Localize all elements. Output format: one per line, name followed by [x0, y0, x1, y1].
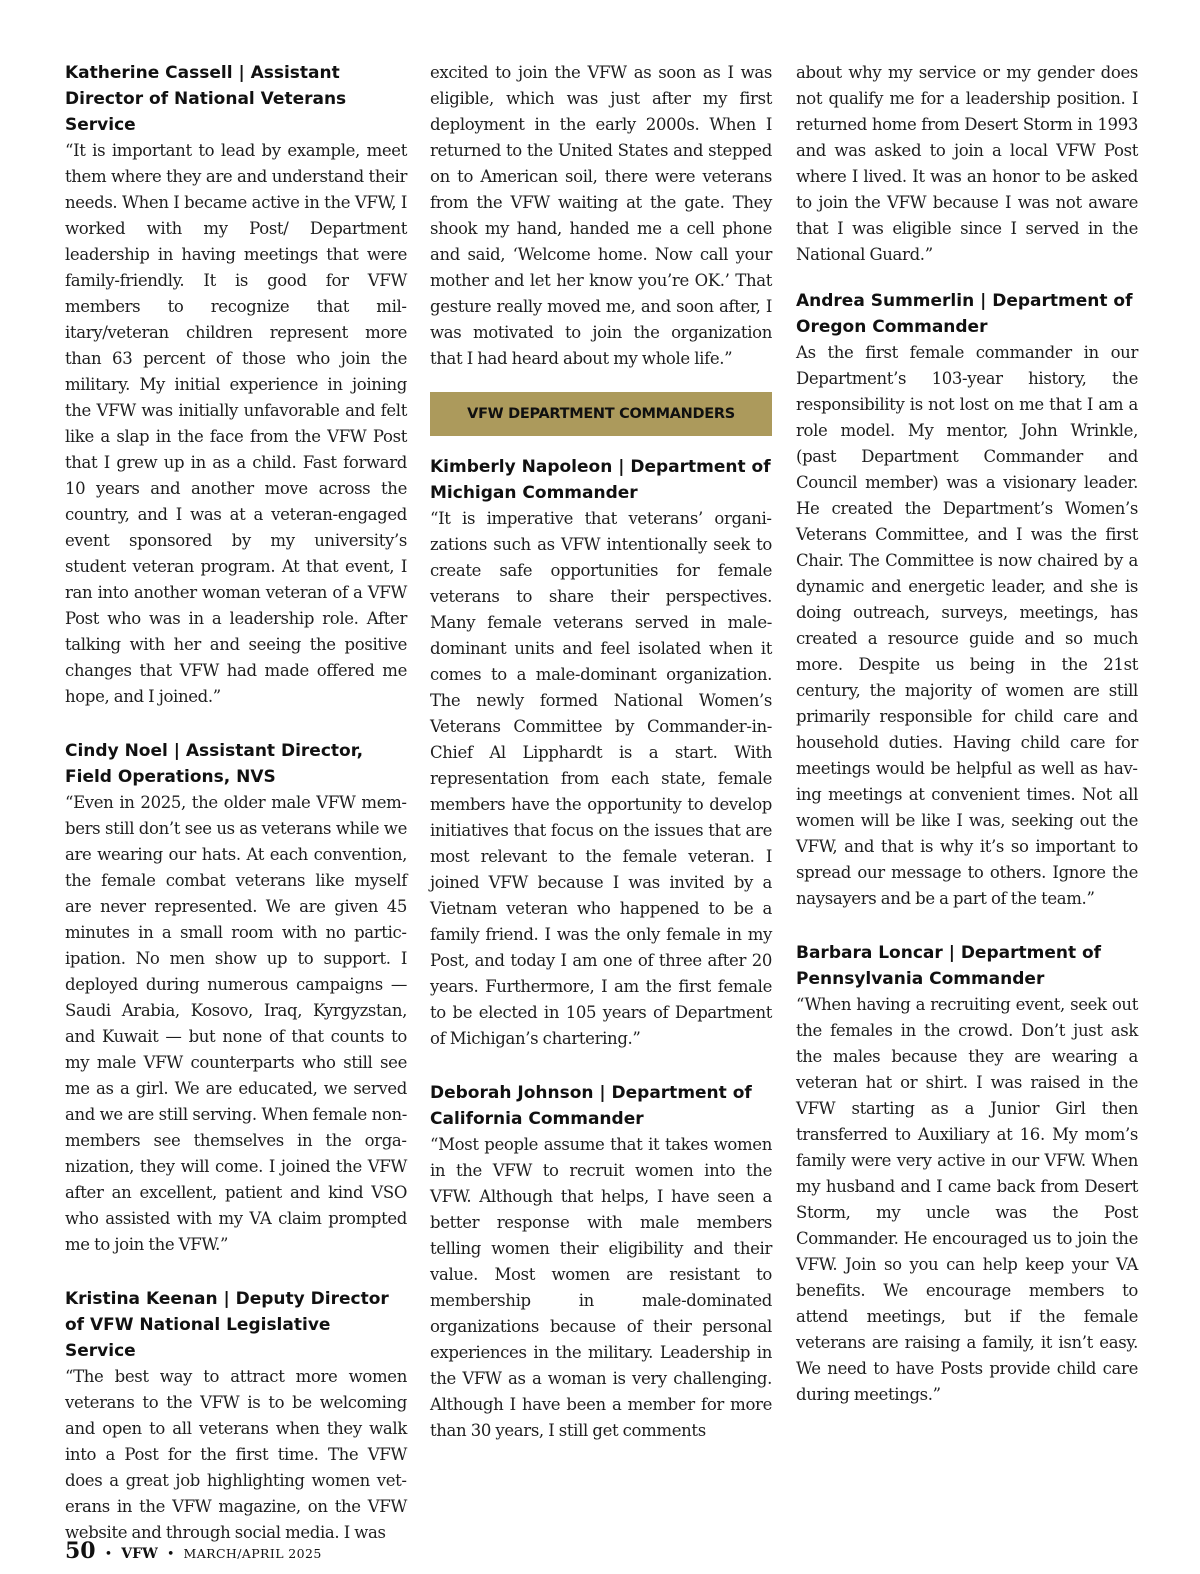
entry-kimberly-napoleon [430, 454, 772, 1052]
continued-text: about why my service or my gender does not qualify me for a leadership position. I returned home from Desert Storm in 1993 and was asked to join a local VFW Post where I lived. It was an honor to be asked to join the VFW because I was not aware that I was eligible since I served in the National Guard.” [796, 63, 1138, 264]
entry-quote: “It is imperative that veterans’ organizations such as VFW intentionally seek to create safe opportunities for female veterans to share their perspectives. Many female veterans served in male-dominant units and feel isolated when it comes to a male-dominant organization. The newly formed National Women’s Veterans Committee by Commander-in-Chief Al Lipphardt is a start. With representation from each state, female members have the opportunity to develop initiatives that focus on the issues that are most relevant to the female veteran. I joined VFW because I was invited by a Vietnam veteran who happened to be a family friend. I was the only female in my Post, and today I am one of three after 20 years. Furthermore, I am the first female to be elected in 105 years of Department of Michigan’s chartering.” [430, 509, 772, 1048]
entry-quote: “The best way to attract more women veterans to the VFW is to be welcoming and open to all veterans when they walk into a Post for the first time. The VFW does a great job highlighting women veterans in the VFW magazine, on the VFW website and through social media. I was [65, 1367, 407, 1542]
entry-quote: “It is important to lead by example, meet them where they are and understand their needs. When I became active in the VFW, I worked with my Post/ Department leadership in having meetings that were family-friendly. It is good for VFW members to recognize that military/veteran children represent more than 63 percent of those who join the military. My initial experience in joining the VFW was initially unfavorable and felt like a slap in the face from the VFW Post that I grew up in as a child. Fast forward 10 years and another move across the country, and I was at a veteran-engaged event sponsored by my university’s student veteran program. At that event, I ran into another woman veteran of a VFW Post who was in a leadership role. After talking with her and seeing the positive changes that VFW had made offered me hope, and I joined.” [65, 141, 407, 706]
column-3 [796, 60, 1138, 1436]
entry-deborah-johnson [430, 1080, 772, 1444]
entry-barbara-loncar [796, 940, 1138, 1408]
entry-name: Katherine Cassell | Assistant Director of National Veterans Service [65, 63, 347, 135]
entry-quote: “When having a recruiting event, seek out the females in the crowd. Don’t just ask the males because they are wearing a veteran hat or shirt. I was raised in the VFW starting as a Junior Girl then transferred to Auxiliary at 16. My mom’s family were very active in our VFW. When my husband and I came back from Desert Storm, my uncle was the Post Commander. He encouraged us to join the VFW. Join so you can help keep your VA benefits. We encourage members to attend meetings, but if the female veterans are raising a family, it isn’t easy. We need to have Posts provide child care during meetings.” [796, 995, 1138, 1404]
entry-quote: “Even in 2025, the older male VFW members still don’t see us as veterans while we are wearing our hats. At each convention, the female combat veterans like myself are never represented. We are given 45 minutes in a small room with no participation. No men show up to support. I deployed during numerous campaigns — Saudi Arabia, Kosovo, Iraq, Kyrgyzstan, and Kuwait — but none of that counts to my male VFW counterparts who still see me as a girl. We are educated, we served and we are still serving. When female non-members see themselves in the organization, they will come. I joined the VFW after an excellent, patient and kind VSO who assisted with my VA claim prompted me to join the VFW.” [65, 793, 407, 1254]
entry-cindy-noel [65, 738, 407, 1258]
entry-name: Kimberly Napoleon | Department of Michigan Commander [430, 457, 771, 503]
entry-name: Deborah Johnson | Department of California Commander [430, 1083, 752, 1129]
entry-kristina-keenan [65, 1286, 407, 1546]
entry-name: Andrea Summerlin | Department of Oregon Commander [796, 291, 1133, 337]
entry-katherine-cassell [65, 60, 407, 710]
footer-separator: • [104, 1547, 113, 1562]
entry-quote: “Most people assume that it takes women in the VFW to recruit women into the VFW. Although that helps, I have seen a better response with male members telling women their eligibility and their value. Most women are resistant to membership in male-dominated organizations because of their personal experiences in the military. Leadership in the VFW as a woman is very challenging. Although I have been a member for more than 30 years, I still get comments [430, 1135, 772, 1440]
footer-separator: • [166, 1547, 175, 1562]
continued-text: excited to join the VFW as soon as I was eligible, which was just after my first deployment in the early 2000s. When I returned to the United States and stepped on to American soil, there were veterans from the VFW waiting at the gate. They shook my hand, handed me a cell phone and said, ‘Welcome home. Now call your mother and let her know you’re OK.’ That gesture really moved me, and soon after, I was motivated to join the organization that I had heard about my whole life.” [430, 63, 772, 368]
entry-quote: As the first female commander in our Department’s 103-year history, the responsibility is not lost on me that I am a role model. My mentor, John Wrinkle, (past Department Commander and Council member) was a visionary leader. He created the Department’s Women’s Veterans Committee, and I was the first Chair. The Committee is now chaired by a dynamic and energetic leader, and she is doing outreach, surveys, meetings, has created a resource guide and so much more. Despite us being in the 21st century, the majority of women are still primarily responsible for child care and household duties. Having child care for meetings would be helpful as well as having meetings at convenient times. Not all women will be like I was, seeking out the VFW, and that is why it’s so important to spread our message to others. Ignore the naysayers and be a part of the team.” [796, 343, 1138, 908]
entry-name: Barbara Loncar | Department of Pennsylvania Commander [796, 943, 1102, 989]
page-footer [65, 1538, 322, 1564]
magazine-name: VFW [121, 1546, 158, 1562]
issue-date: MARCH/APRIL 2025 [183, 1546, 322, 1561]
section-banner: VFW DEPARTMENT COMMANDERS [430, 392, 772, 436]
entry-andrea-summerlin [796, 288, 1138, 912]
entry-name: Cindy Noel | Assistant Director, Field Operations, NVS [65, 741, 364, 787]
entry-name: Kristina Keenan | Deputy Director of VFW National Legislative Service [65, 1289, 389, 1361]
page-number: 50 [65, 1538, 96, 1564]
column-1 [65, 60, 407, 1574]
column-2 [430, 60, 772, 1472]
